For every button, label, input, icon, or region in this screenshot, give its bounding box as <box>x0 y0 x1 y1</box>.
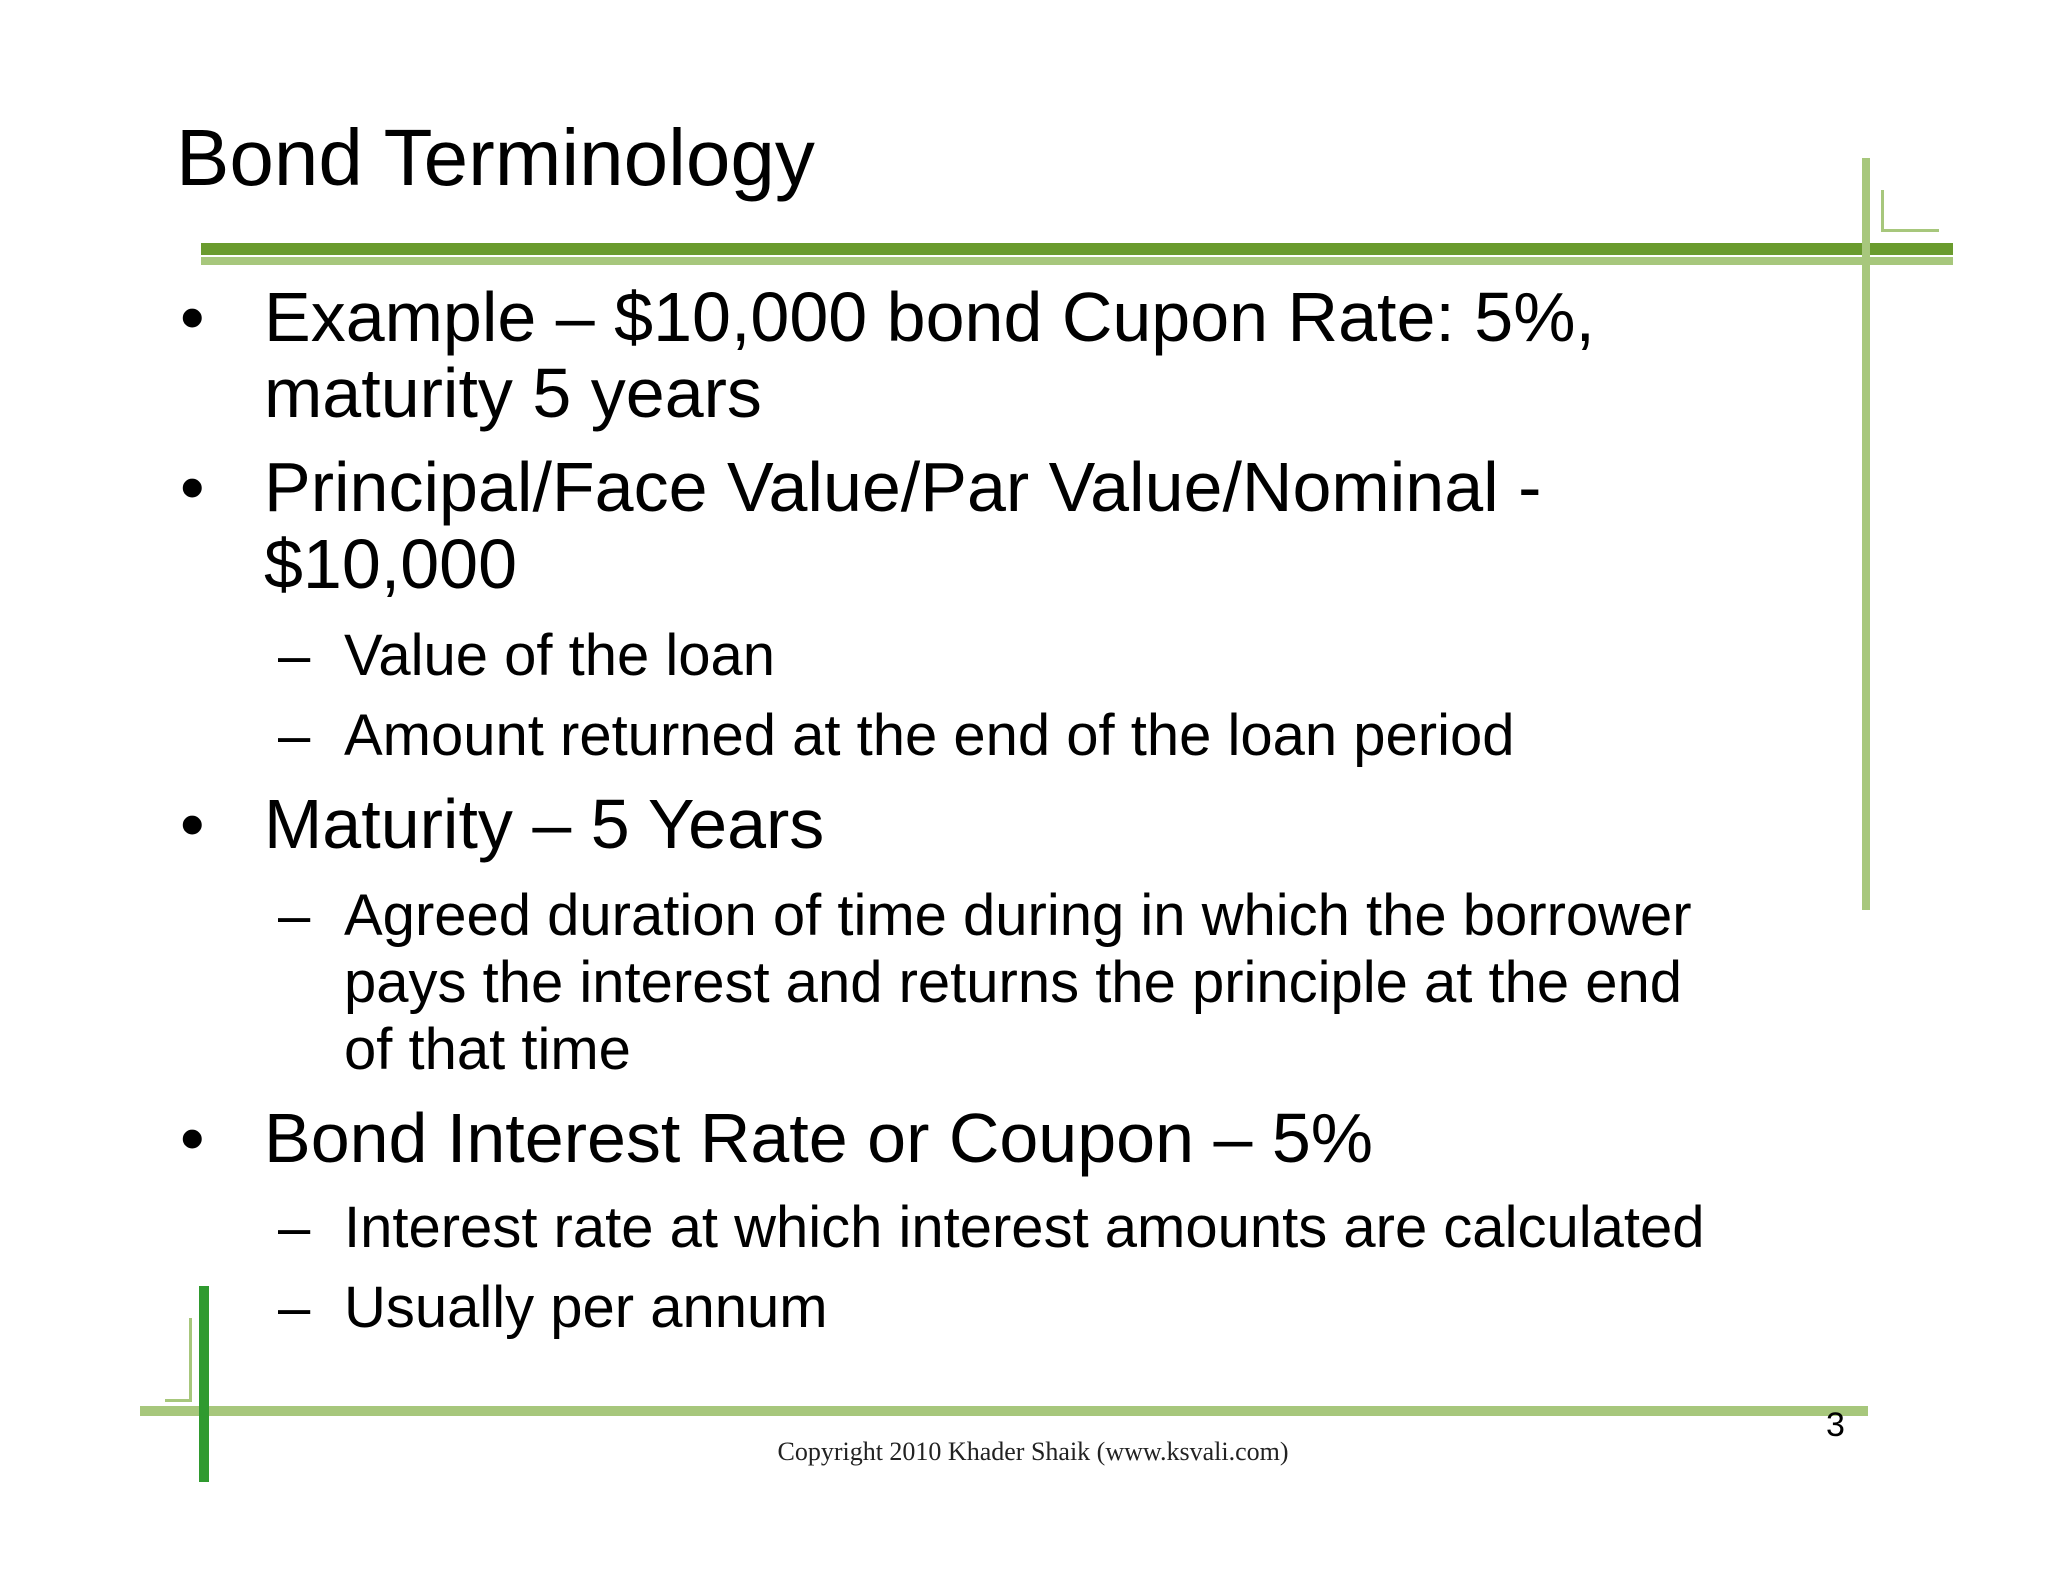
bullet-text: $10,000 <box>264 525 518 603</box>
sub-bullet-text: Usually per annum <box>344 1275 828 1340</box>
sub-bullet-text: Interest rate at which interest amounts are calculated <box>344 1195 1705 1260</box>
bullet-text: maturity 5 years <box>264 354 762 432</box>
top-rule-shadow <box>201 257 1953 265</box>
left-corner-mark-vertical <box>189 1318 192 1402</box>
sub-bullet-marker: – <box>278 883 311 948</box>
slide-title: Bond Terminology <box>176 113 815 202</box>
bullet-text: Example – $10,000 bond Cupon Rate: 5%, <box>264 278 1595 356</box>
bullet-text: Bond Interest Rate or Coupon – 5% <box>264 1099 1374 1177</box>
sub-bullet-marker: – <box>278 1275 311 1340</box>
sub-bullet-text: pays the interest and returns the principle at the end <box>344 950 1683 1015</box>
sub-bullet-text: Amount returned at the end of the loan period <box>344 703 1515 768</box>
left-corner-mark-horizontal <box>165 1399 192 1402</box>
sub-bullet-text: of that time <box>344 1017 631 1082</box>
sub-bullet-marker: – <box>278 623 311 688</box>
bullet-marker: • <box>180 278 205 356</box>
sub-bullet-text: Agreed duration of time during in which the borrower <box>344 883 1692 948</box>
top-rule <box>201 243 1953 255</box>
bottom-rule <box>140 1406 1868 1416</box>
right-corner-mark-horizontal <box>1881 229 1939 232</box>
bullet-marker: • <box>180 448 205 526</box>
bullet-marker: • <box>180 1099 205 1177</box>
bullet-text: Maturity – 5 Years <box>264 785 825 863</box>
footer <box>0 1437 2048 1467</box>
sub-bullet-marker: – <box>278 703 311 768</box>
page-number: 3 <box>1826 1406 1845 1444</box>
bullet-text: Principal/Face Value/Par Value/Nominal - <box>264 448 1542 526</box>
right-vertical-rule <box>1862 158 1870 910</box>
sub-bullet-marker: – <box>278 1195 311 1260</box>
copyright-text: Copyright 2010 Khader Shaik (www.ksvali.com) <box>777 1437 1289 1466</box>
right-corner-mark-vertical <box>1881 190 1884 232</box>
sub-bullet-text: Value of the loan <box>344 623 776 688</box>
bullet-marker: • <box>180 785 205 863</box>
